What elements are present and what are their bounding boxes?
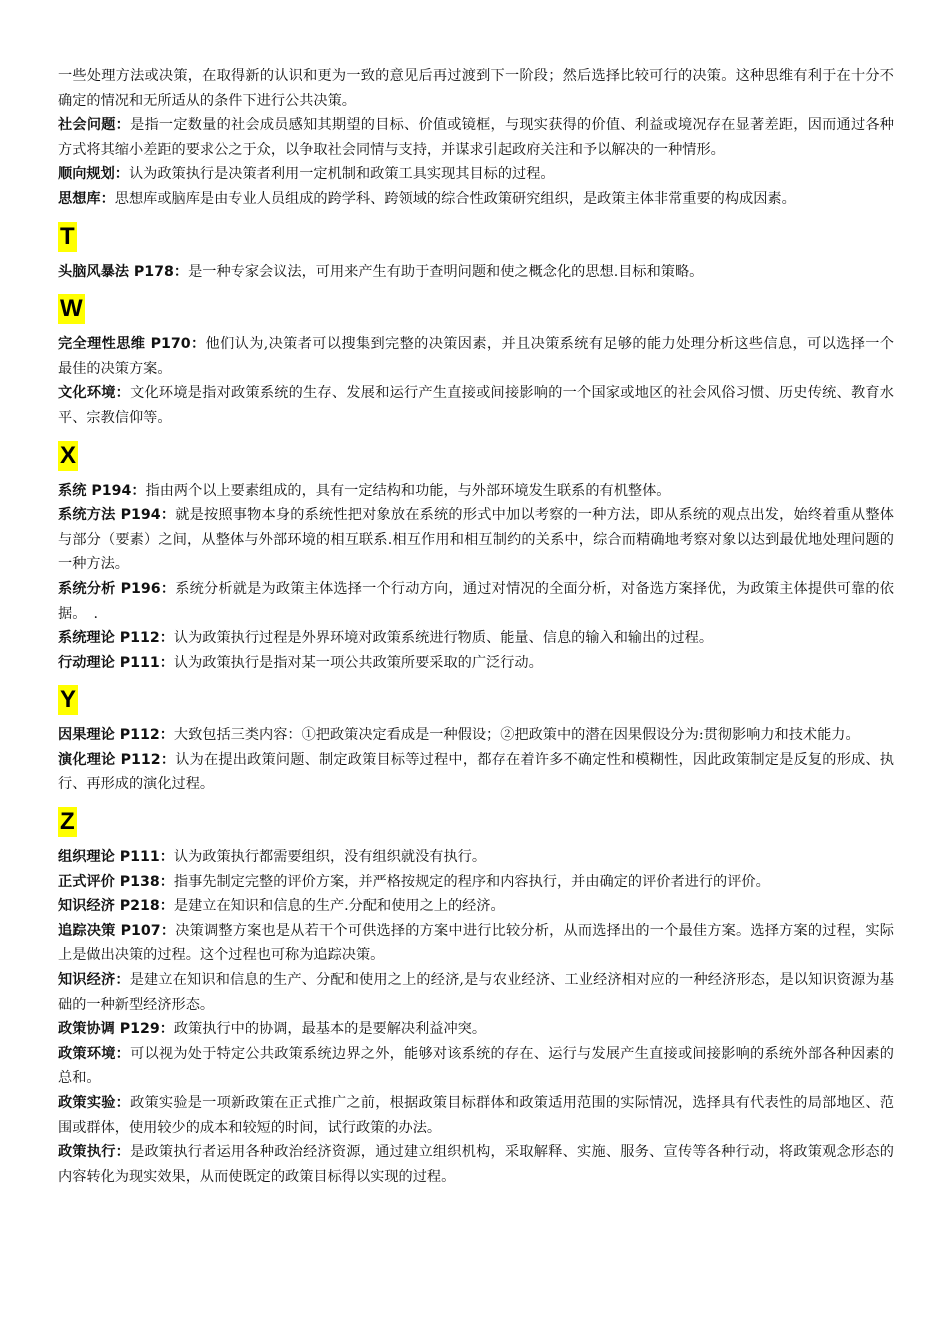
glossary-entry [58,968,894,1017]
entry-text: 大致包括三类内容：①把政策决定看成是一种假设；②把政策中的潜在因果假设分为:贯彻影响力和技术能力。 [173,727,860,744]
glossary-entry [58,1091,894,1140]
entry-term: 系统 P194： [58,482,146,499]
entry-text: 指事先制定完整的评价方案，并严格按规定的程序和内容执行，并由确定的评价者进行的评价。 [173,873,770,890]
glossary-entry [58,919,894,968]
entry-term: 追踪决策 P107： [58,922,176,939]
entry-term: 知识经济： [58,972,130,989]
entry-term: 演化理论 P112： [58,751,176,768]
entry-term: 社会问题： [58,117,131,134]
entry-term: 政策协调 P129： [58,1021,174,1038]
entry-text: 政策实验是一项新政策在正式推广之前，根据政策目标群体和政策适用范围的实际情况，选择具有代表性的局部地区、范围或群体，使用较少的成本和较短的时间，试行政策的办法。 [58,1095,894,1136]
entry-text: 决策调整方案也是从若干个可供选择的方案中进行比较分析，从而选择出的一个最佳方案。选择方案的过程，实际上是做出决策的过程。这个过程也可称为追踪决策。 [58,922,894,964]
entry-term: 知识经济 P218： [58,898,174,915]
entry-text: 认为政策执行是指对某一项公共政策所要采取的广泛行动。 [173,654,543,671]
section-letter-w: W [60,295,83,323]
entry-text: 是建立在知识和信息的生产、分配和使用之上的经济,是与农业经济、工业经济相对应的一种经济形态，是以知识资源为基础的一种新型经济形态。 [58,972,894,1013]
section-letter-x: X [60,441,77,469]
glossary-entry [58,1042,894,1091]
entry-text: 认为政策执行过程是外界环境对政策系统进行物质、能量、信息的输入和输出的过程。 [173,630,714,647]
glossary-entry [58,1017,894,1042]
glossary-entry [58,894,894,919]
glossary-entry [58,748,894,797]
entry-text: 文化环境是指对政策系统的生存、发展和运行产生直接或间接影响的一个国家或地区的社会风俗习惯、历史传统、教育水平、宗教信仰等。 [58,385,894,426]
glossary-entry [58,260,894,285]
entry-text: 就是按照事物本身的系统性把对象放在系统的形式中加以考察的一种方法，即从系统的观点出发，始终着重从整体与部分（要素）之间，从整体与外部环境的相互联系.相互作用和相互制约的关系中，综合而精确地考察对象以达到最优地处理问题的一种方法。 [58,507,894,573]
glossary-entry [58,381,894,430]
entry-term: 政策实验： [58,1095,131,1111]
entry-term: 政策执行： [58,1144,131,1161]
entry-term: 完全理性思维 P170： [58,336,206,353]
glossary-entry [58,651,894,676]
entry-text: 是建立在知识和信息的生产.分配和使用之上的经济。 [173,898,505,915]
entry-text: 政策执行中的协调，最基本的是要解决利益冲突。 [173,1021,487,1038]
glossary-entry [58,187,894,212]
document-page [58,64,923,1189]
glossary-entry [58,162,894,187]
entry-text: 思想库或脑库是由专业人员组成的跨学科、跨领域的综合性政策研究组织，是政策主体非常重要的构成因素。 [114,190,796,207]
entry-text: 是指一定数量的社会成员感知其期望的目标、价值或镜框，与现实获得的价值、利益或境况存在显著差距，因而通过各种方式将其缩小差距的要求公之于众，以争取社会同情与支持，并谋求引起政府关注和予以解决的一种情形。 [58,117,894,158]
entry-text: 是政策执行者运用各种政治经济资源，通过建立组织机构，采取解释、实施、服务、宣传等各种行动，将政策观念形态的内容转化为现实效果，从而使既定的政策目标得以实现的过程。 [58,1144,894,1185]
glossary-entry [58,845,894,870]
entry-term: 顺向规划： [58,166,129,183]
entry-text: 他们认为,决策者可以搜集到完整的决策因素，并且决策系统有足够的能力处理分析这些信息，可以选择一个 最佳的决策方案。 [58,336,923,377]
entry-term: 头脑风暴法 P178： [58,263,189,280]
glossary-entry [58,723,894,748]
entry-text: 是一种专家会议法，可用来产生有助于查明问题和使之概念化的思想.目标和策略。 [188,263,704,280]
glossary-entry [58,577,894,626]
entry-text: 认为在提出政策问题、制定政策目标等过程中，都存在着许多不确定性和模糊性，因此政策制定是反复的形成、执行、再形成的演化过程。 [58,751,894,793]
entry-term: 文化环境： [58,385,131,402]
entry-term: 思想库： [58,190,115,207]
section-heading [58,685,894,715]
entry-text: 系统分析就是为政策主体选择一个行动方向，通过对情况的全面分析，对备选方案择优，为政策主体提供可靠的依据。 . [58,580,894,622]
glossary-entry [58,503,894,577]
glossary-entry [58,1140,894,1189]
section-heading [58,294,894,324]
entry-term: 政策环境： [58,1045,131,1062]
entry-term: 系统方法 P194： [58,507,176,524]
glossary-entry [58,113,894,162]
entry-term: 因果理论 P112： [58,727,174,744]
section-letter-t: T [60,222,75,250]
entry-text: 认为政策执行都需要组织，没有组织就没有执行。 [173,849,487,866]
glossary-entry [58,479,894,504]
section-heading [58,222,894,252]
glossary-entry [58,870,894,895]
glossary-entry [58,64,894,113]
entry-text: 认为政策执行是决策者利用一定机制和政策工具实现其目标的过程。 [128,166,555,183]
entry-term: 系统理论 P112： [58,630,174,647]
entry-term: 行动理论 P111： [58,654,174,671]
entry-term: 正式评价 P138： [58,873,174,890]
entry-text: 一些处理方法或决策，在取得新的认识和更为一致的意见后再过渡到下一阶段；然后选择比较可行的决策。这种思维有利于在十分不确定的情况和无所适从的条件下进行公共决策。 [58,68,894,109]
glossary-entry [58,626,894,651]
section-letter-y: Y [60,686,77,714]
section-letter-z: Z [60,808,75,836]
section-heading [58,807,894,837]
section-heading [58,441,894,471]
entry-text: 指由两个以上要素组成的，具有一定结构和功能，与外部环境发生联系的有机整体。 [145,482,671,499]
entry-term: 组织理论 P111： [58,849,174,866]
glossary-entry [58,332,923,381]
entry-term: 系统分析 P196： [58,580,176,597]
entry-text: 可以视为处于特定公共政策系统边界之外，能够对该系统的存在、运行与发展产生直接或间接影响的系统外部各种因素的总和。 [58,1045,894,1087]
